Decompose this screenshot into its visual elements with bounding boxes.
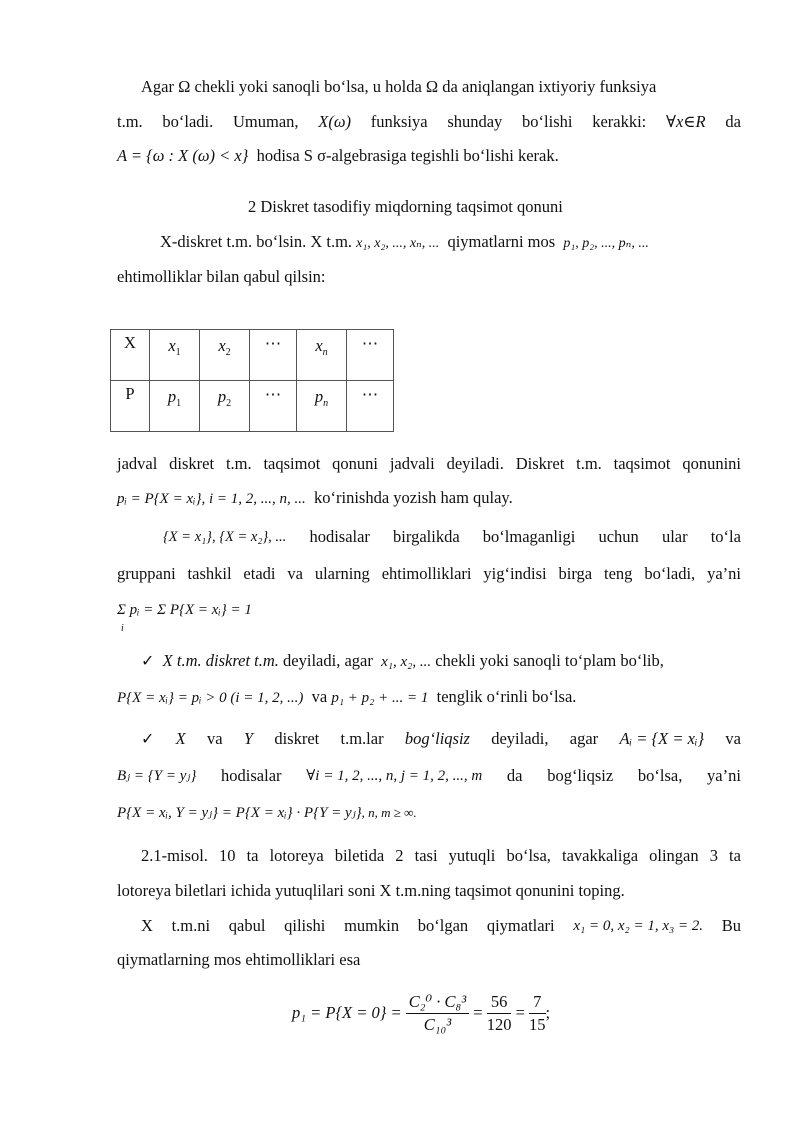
p1-line2: t.m. bo‘ladi. Umuman, X(ω) funksiya shunday bo‘lishi kerakki: ∀x∈R da [117,112,741,131]
cell-dots: ⋯ [347,330,394,381]
sum-formula: Σ pᵢ = Σ P{X = xᵢ} = 1 [117,602,252,618]
p5-line2: qiymatlarning mos ehtimolliklari esa [117,950,361,969]
p2-line1: X-diskret t.m. bo‘lsin. X t.m. x₁, x₂, ..., xₙ, ... qiymatlarni mos p₁, p₂, ..., pₙ, ... [160,232,649,251]
table-row [111,330,394,381]
row-header-p: P [111,381,150,432]
p1-line3: A = {ω : X (ω) < x} hodisa S σ-algebrasiga tegishli bo‘lishi kerak. [117,146,559,165]
cell-x1: $x_1$ [150,330,200,381]
example-line2: lotoreya biletlari ichida yutuqlilari soni X t.m.ning taqsimot qonunini toping. [117,881,625,900]
bullet2-line2: Bⱼ = {Y = yⱼ} hodisalar ∀i = 1, 2, ..., n, j = 1, 2, ..., m da bog‘liqsiz bo‘lsa, ya’ni [117,766,741,785]
bullet2-line1: ✓ X va Y diskret t.m.lar bog‘liqsiz deyiladi, agar Aᵢ = {X = xᵢ} va [141,729,741,748]
p3-line1: jadval diskret t.m. taqsimot qonuni jadvali deyiladi. Diskret t.m. taqsimot qonunini [117,454,741,473]
section-heading: 2 Diskret tasodifiy miqdorning taqsimot qonuni [248,197,563,216]
cell-dots: ⋯ [347,381,394,432]
checkmark-icon: ✓ [141,651,155,670]
p4-sum-line [117,598,252,634]
p5-line1: X t.m.ni qabul qilishi mumkin bo‘lgan qiymatlari x₁ = 0, x₂ = 1, x₃ = 2. Bu [141,916,741,935]
distribution-table [110,329,394,432]
row-header-x: X [111,330,150,381]
fraction: $\frac{56}{120}$ [486,991,512,1034]
bullet2-line3: P{X = xᵢ, Y = yⱼ} = P{X = xᵢ} · P{Y = yⱼ}, n, m ≥ ∞. [117,805,417,821]
p4-line1: {X = x₁}, {X = x₂}, ... hodisalar birgalikda bo‘lmaganligi uchun ular to‘la [163,527,741,546]
fraction: $\frac{\text{C₂⁰ · C₈³}}{\text{C₁₀³}}$ [406,991,469,1036]
p3-line2: pᵢ = P{X = xᵢ}, i = 1, 2, ..., n, ... ko‘rinishda yozish ham qulay. [117,488,513,507]
example-line1: 2.1-misol. 10 ta lotoreya biletida 2 tasi yutuqli bo‘lsa, tavakkaliga olingan 3 ta [141,846,741,865]
set-A-formula: A = {ω : X (ω) < x} [117,146,249,165]
cell-x2: $x_2$ [200,330,250,381]
cell-dots: ⋯ [250,330,297,381]
p2-line2: ehtimolliklar bilan qabul qilsin: [117,267,326,286]
cell-p1: $p_1$ [150,381,200,432]
cell-pn: $p_n$ [297,381,347,432]
cell-xn: $x_n$ [297,330,347,381]
cell-p2: $p_2$ [200,381,250,432]
cell-dots: ⋯ [250,381,297,432]
bullet1-line2: P{X = xᵢ} = pᵢ > 0 (i = 1, 2, ...) va p₁ + p₂ + ... = 1 tenglik o‘rinli bo‘lsa. [117,687,577,706]
table-row [111,381,394,432]
checkmark-icon: ✓ [141,729,155,748]
bullet1-line1: ✓ X t.m. diskret t.m. deyiladi, agar x₁, x₂, ... chekli yoki sanoqli to‘plam bo‘lib, [141,651,664,670]
distribution-formula: pᵢ = P{X = xᵢ}, i = 1, 2, ..., n, ... [117,491,306,507]
fraction: $\frac{7}{15}$ [529,991,546,1034]
sum-index: i [121,623,124,634]
p4-line2: gruppani tashkil etadi va ularning ehtimolliklari yig‘indisi birga teng bo‘ladi, ya’ni [117,564,741,583]
probability-formula: P{X = xᵢ} = pᵢ > 0 (i = 1, 2, ...) [117,690,304,706]
p1-line1: Agar Ω chekli yoki sanoqli bo‘lsa, u holda Ω da aniqlangan ixtiyoriy funksiya [141,77,657,96]
final-formula: p₁ = P{X = 0} = $\frac{\text{C₂⁰ · C₈³}}{\text{C₁₀³}}$ = $\frac{56}{120}$ = $\frac{7}{15}$ ; [292,991,551,1034]
independence-formula: P{X = xᵢ, Y = yⱼ} = P{X = xᵢ} · P{Y = yⱼ} [117,805,362,821]
